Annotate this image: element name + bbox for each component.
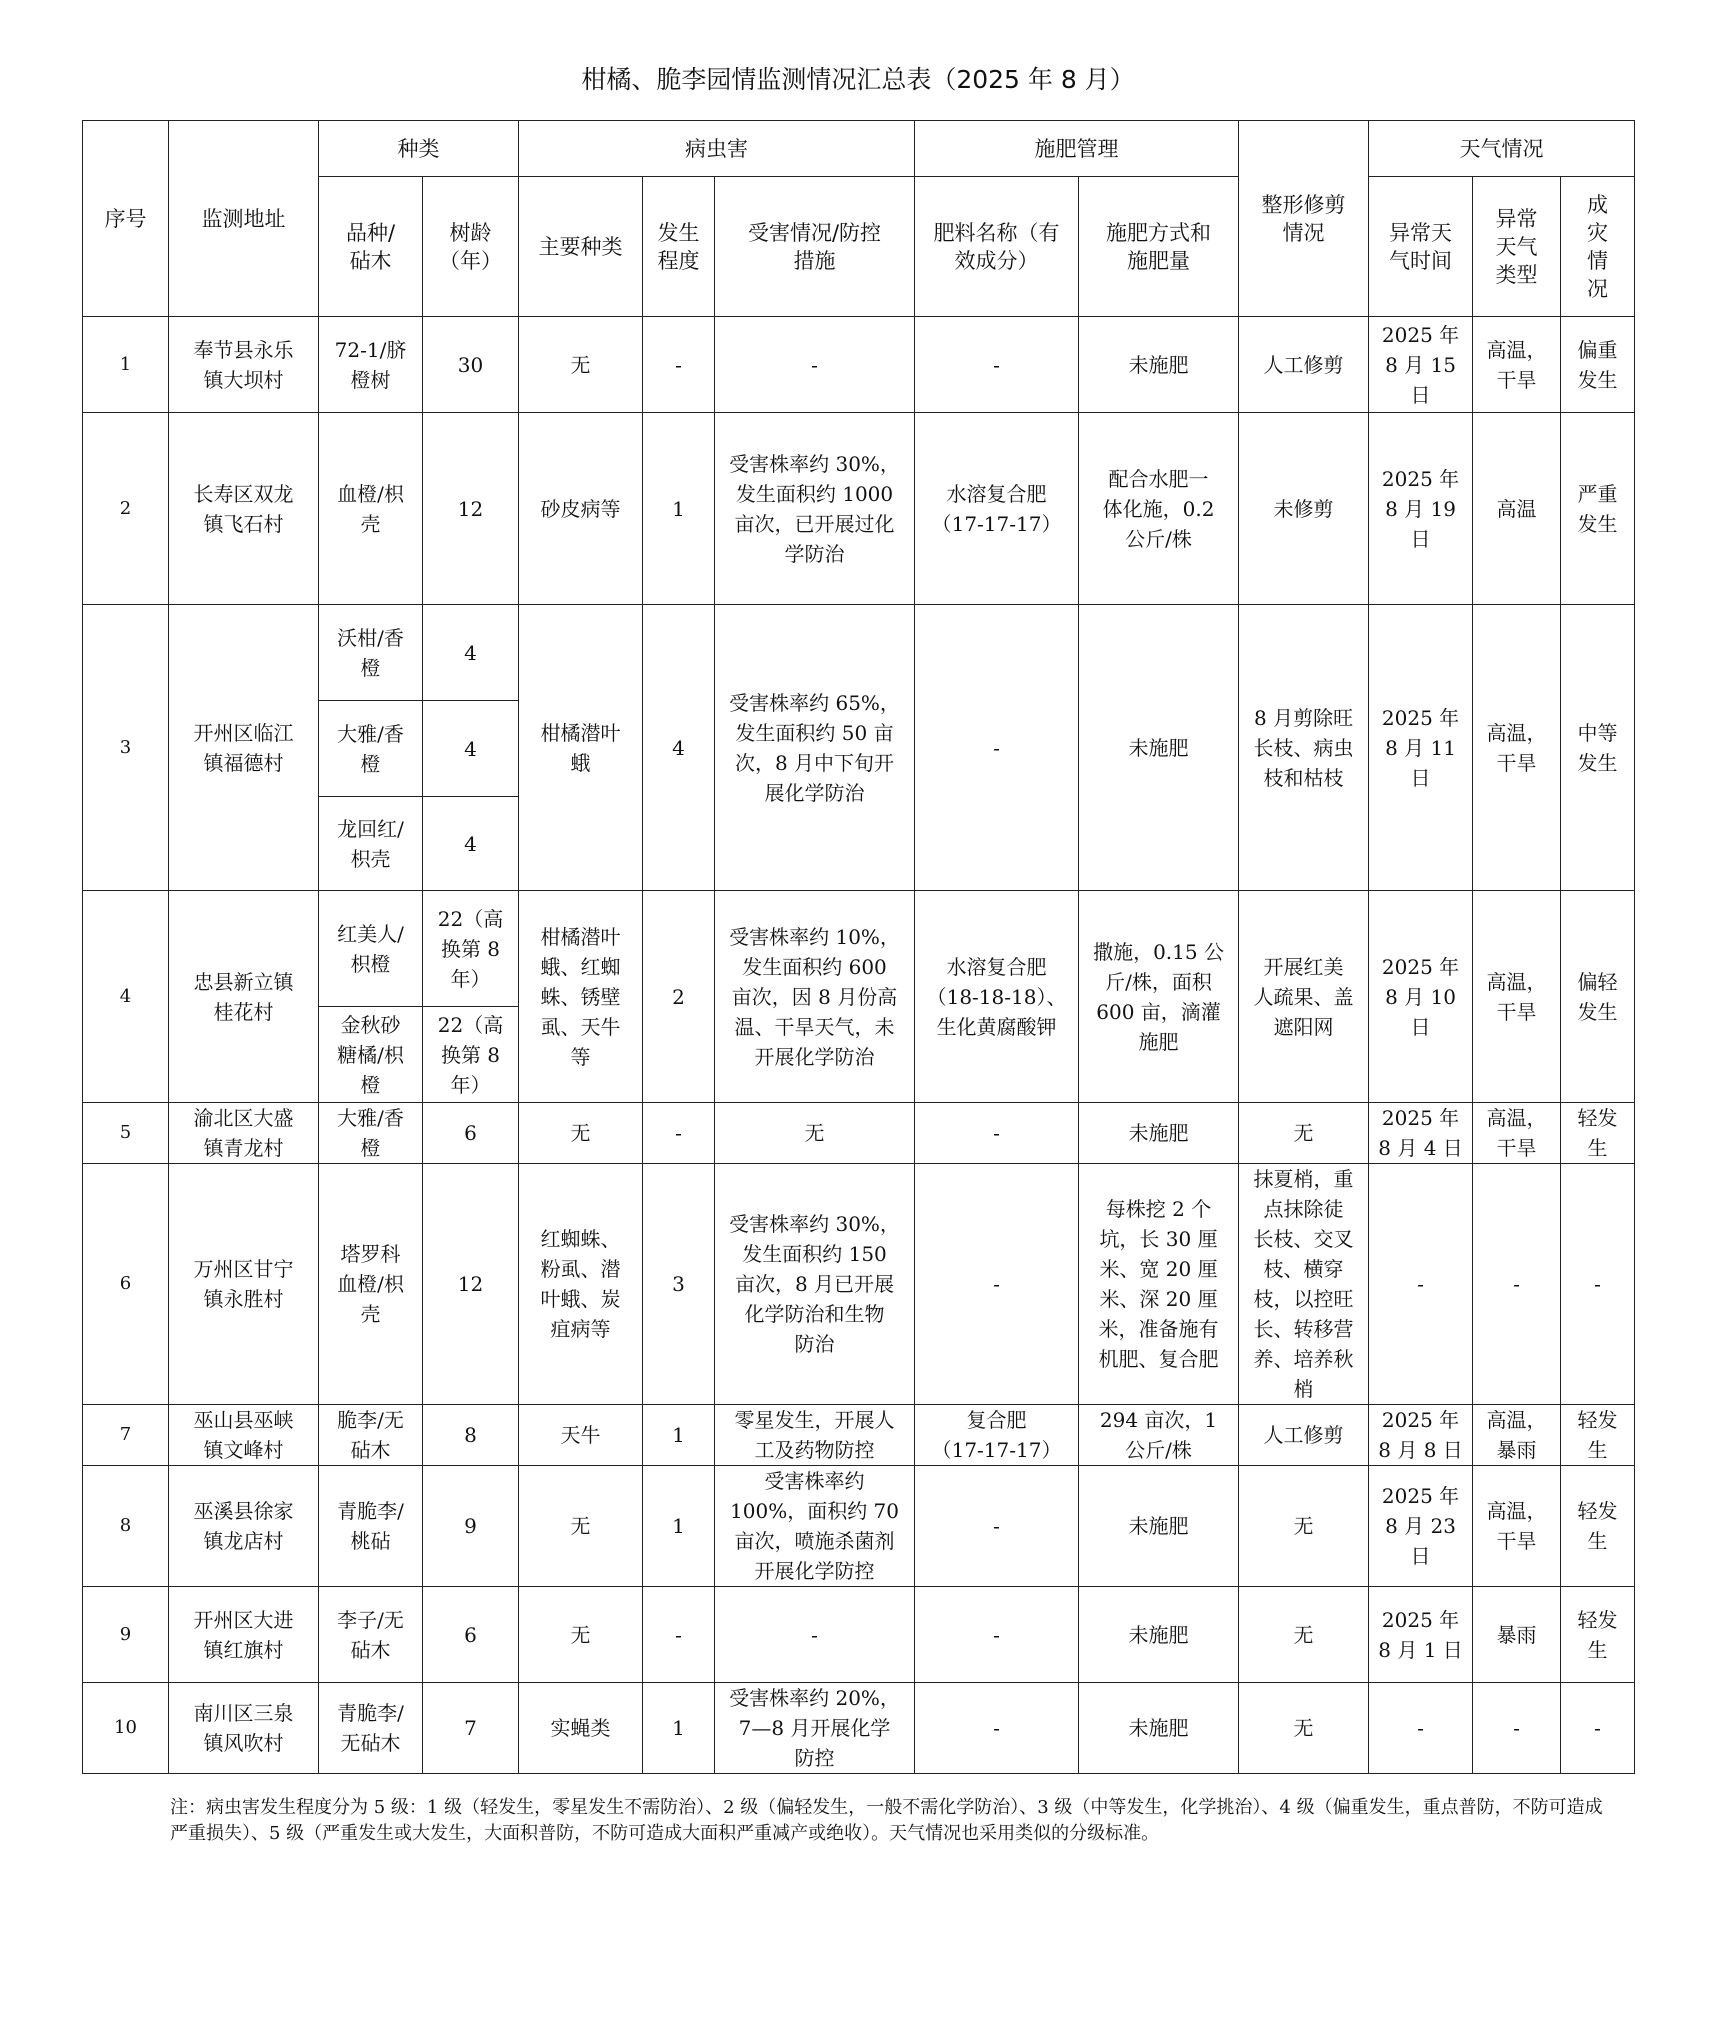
cell-variety: 沃柑/香 橙 [319,605,423,701]
cell-pruning: 无 [1239,1683,1369,1774]
header-degree: 发生 程度 [643,177,715,317]
cell-weather-type: 高温， 暴雨 [1473,1405,1561,1466]
cell-pest: 砂皮病等 [519,413,643,605]
header-pest-group: 病虫害 [519,121,915,177]
cell-weather-type: 高温， 干旱 [1473,317,1561,413]
cell-age: 8 [423,1405,519,1466]
cell-seq: 7 [83,1405,169,1466]
cell-variety: 红美人/ 枳橙 [319,891,423,1007]
cell-weather-type: - [1473,1164,1561,1405]
header-pruning: 整形修剪 情况 [1239,121,1369,317]
cell-variety: 青脆李/ 无砧木 [319,1683,423,1774]
header-seq: 序号 [83,121,169,317]
cell-variety: 塔罗科 血橙/枳 壳 [319,1164,423,1405]
cell-pruning: 人工修剪 [1239,1405,1369,1466]
cell-damage: 受害株率约 20%， 7—8 月开展化学 防控 [715,1683,915,1774]
cell-fert-name: 水溶复合肥 （17-17-17） [915,413,1079,605]
cell-weather-time: 2025 年 8 月 8 日 [1369,1405,1473,1466]
cell-age: 22（高 换第 8 年） [423,891,519,1007]
header-disaster: 成 灾 情 况 [1561,177,1635,317]
cell-fert-method: 撒施，0.15 公 斤/株，面积 600 亩，滴灌 施肥 [1079,891,1239,1103]
cell-age: 4 [423,605,519,701]
cell-address: 南川区三泉 镇风吹村 [169,1683,319,1774]
cell-weather-type: 暴雨 [1473,1587,1561,1683]
cell-degree: 1 [643,1466,715,1587]
cell-pruning: 无 [1239,1466,1369,1587]
cell-pruning: 无 [1239,1587,1369,1683]
cell-pest: 红蜘蛛、 粉虱、潜 叶蛾、炭 疽病等 [519,1164,643,1405]
cell-fert-name: - [915,1164,1079,1405]
cell-weather-time: - [1369,1164,1473,1405]
cell-pest: 无 [519,1587,643,1683]
cell-seq: 2 [83,413,169,605]
cell-variety: 大雅/香 橙 [319,1103,423,1164]
cell-address: 奉节县永乐 镇大坝村 [169,317,319,413]
cell-pruning: 无 [1239,1103,1369,1164]
cell-seq: 1 [83,317,169,413]
cell-weather-time: 2025 年 8 月 10 日 [1369,891,1473,1103]
table-row [83,1405,1635,1466]
cell-damage: 受害株率约 100%，面积约 70 亩次，喷施杀菌剂 开展化学防控 [715,1466,915,1587]
cell-variety: 血橙/枳 壳 [319,413,423,605]
cell-fert-method: 未施肥 [1079,1466,1239,1587]
cell-weather-time: 2025 年 8 月 4 日 [1369,1103,1473,1164]
cell-pruning: 未修剪 [1239,413,1369,605]
table-row [83,1466,1635,1587]
cell-fert-method: 未施肥 [1079,605,1239,891]
cell-variety: 金秋砂 糖橘/枳 橙 [319,1007,423,1103]
cell-degree: 1 [643,1405,715,1466]
header-pest-type: 主要种类 [519,177,643,317]
cell-disaster: 严重 发生 [1561,413,1635,605]
cell-weather-time: 2025 年 8 月 23 日 [1369,1466,1473,1587]
cell-disaster: 轻发 生 [1561,1466,1635,1587]
cell-degree: 1 [643,1683,715,1774]
cell-pest: 实蝇类 [519,1683,643,1774]
cell-variety: 青脆李/ 桃砧 [319,1466,423,1587]
cell-address: 开州区临江 镇福德村 [169,605,319,891]
cell-disaster: - [1561,1683,1635,1774]
cell-pest: 天牛 [519,1405,643,1466]
cell-degree: - [643,1103,715,1164]
cell-damage: - [715,1587,915,1683]
cell-weather-type: - [1473,1683,1561,1774]
cell-damage: 无 [715,1103,915,1164]
cell-weather-type: 高温 [1473,413,1561,605]
cell-weather-time: 2025 年 8 月 11 日 [1369,605,1473,891]
table-row [83,605,1635,701]
cell-fert-name: - [915,1683,1079,1774]
cell-seq: 6 [83,1164,169,1405]
cell-fert-name: - [915,317,1079,413]
cell-pruning: 开展红美 人疏果、盖 遮阳网 [1239,891,1369,1103]
cell-disaster: 偏轻 发生 [1561,891,1635,1103]
header-weather-group: 天气情况 [1369,121,1635,177]
cell-damage: 受害株率约 65%， 发生面积约 50 亩 次，8 月中下旬开 展化学防治 [715,605,915,891]
cell-weather-type: 高温， 干旱 [1473,1466,1561,1587]
header-address: 监测地址 [169,121,319,317]
cell-damage: - [715,317,915,413]
header-weather-type: 异常 天气 类型 [1473,177,1561,317]
cell-pruning: 人工修剪 [1239,317,1369,413]
cell-age: 12 [423,1164,519,1405]
cell-pest: 无 [519,1466,643,1587]
cell-seq: 5 [83,1103,169,1164]
cell-weather-type: 高温， 干旱 [1473,605,1561,891]
cell-degree: 3 [643,1164,715,1405]
cell-fert-method: 未施肥 [1079,1103,1239,1164]
cell-fert-method: 未施肥 [1079,1587,1239,1683]
cell-damage: 受害株率约 30%， 发生面积约 150 亩次，8 月已开展 化学防治和生物 防治 [715,1164,915,1405]
cell-weather-time: - [1369,1683,1473,1774]
cell-age: 22（高 换第 8 年） [423,1007,519,1103]
cell-disaster: 偏重 发生 [1561,317,1635,413]
cell-weather-time: 2025 年 8 月 1 日 [1369,1587,1473,1683]
monitoring-table [82,120,1635,1774]
cell-seq: 4 [83,891,169,1103]
table-row [83,1164,1635,1405]
cell-weather-time: 2025 年 8 月 15 日 [1369,317,1473,413]
cell-fert-name: - [915,605,1079,891]
cell-damage: 零星发生，开展人 工及药物防控 [715,1405,915,1466]
cell-degree: 4 [643,605,715,891]
header-age: 树龄 （年） [423,177,519,317]
cell-fert-method: 每株挖 2 个 坑，长 30 厘 米、宽 20 厘 米、深 20 厘 米，准备施有 机肥、复合肥 [1079,1164,1239,1405]
cell-address: 开州区大进 镇红旗村 [169,1587,319,1683]
cell-weather-time: 2025 年 8 月 19 日 [1369,413,1473,605]
cell-seq: 3 [83,605,169,891]
cell-damage: 受害株率约 10%， 发生面积约 600 亩次，因 8 月份高 温、干旱天气，未 开展化学防治 [715,891,915,1103]
cell-degree: 2 [643,891,715,1103]
cell-fert-method: 294 亩次，1 公斤/株 [1079,1405,1239,1466]
cell-age: 12 [423,413,519,605]
cell-address: 长寿区双龙 镇飞石村 [169,413,319,605]
header-weather-time: 异常天 气时间 [1369,177,1473,317]
header-fert-method: 施肥方式和 施肥量 [1079,177,1239,317]
cell-fert-name: - [915,1103,1079,1164]
table-row [83,317,1635,413]
table-row [83,1103,1635,1164]
cell-pruning: 8 月剪除旺 长枝、病虫 枝和枯枝 [1239,605,1369,891]
header-species-group: 种类 [319,121,519,177]
cell-seq: 9 [83,1587,169,1683]
cell-fert-name: - [915,1466,1079,1587]
cell-weather-type: 高温， 干旱 [1473,1103,1561,1164]
cell-disaster: 轻发 生 [1561,1587,1635,1683]
cell-fert-method: 配合水肥一 体化施，0.2 公斤/株 [1079,413,1239,605]
cell-age: 6 [423,1587,519,1683]
cell-pest: 无 [519,317,643,413]
cell-age: 9 [423,1466,519,1587]
cell-disaster: 轻发 生 [1561,1103,1635,1164]
cell-variety: 72-1/脐 橙树 [319,317,423,413]
cell-pest: 无 [519,1103,643,1164]
header-fert-name: 肥料名称（有 效成分） [915,177,1079,317]
cell-variety: 脆李/无 砧木 [319,1405,423,1466]
cell-damage: 受害株率约 30%， 发生面积约 1000 亩次，已开展过化 学防治 [715,413,915,605]
cell-degree: 1 [643,413,715,605]
cell-address: 万州区甘宁 镇永胜村 [169,1164,319,1405]
cell-age: 7 [423,1683,519,1774]
cell-variety: 大雅/香 橙 [319,701,423,797]
header-damage: 受害情况/防控 措施 [715,177,915,317]
cell-fert-method: 未施肥 [1079,317,1239,413]
footnote: 注：病虫害发生程度分为 5 级：1 级（轻发生，零星发生不需防治）、2 级（偏轻发生，一般不需化学防治）、3 级（中等发生，化学挑治）、4 级（偏重发生，重点普防，不防可造成严重损失）、5 级（严重发生或大发生，大面积普防，不防可造成大面积严重减产或绝收）。天气情况也采用类似的分级标准。 [170,1797,1603,1844]
cell-disaster: 中等 发生 [1561,605,1635,891]
cell-fert-name: 复合肥 （17-17-17） [915,1405,1079,1466]
cell-fert-method: 未施肥 [1079,1683,1239,1774]
page-title: 柑橘、脆李园情监测情况汇总表（2025 年 8 月） [581,65,1135,94]
table-row [83,1683,1635,1774]
cell-seq: 10 [83,1683,169,1774]
cell-seq: 8 [83,1466,169,1587]
cell-age: 6 [423,1103,519,1164]
cell-disaster: - [1561,1164,1635,1405]
cell-fert-name: - [915,1587,1079,1683]
cell-degree: - [643,1587,715,1683]
cell-pest: 柑橘潜叶 蛾、红蜘 蛛、锈壁 虱、天牛 等 [519,891,643,1103]
table-row [83,413,1635,605]
header-fert-group: 施肥管理 [915,121,1239,177]
cell-pruning: 抹夏梢，重 点抹除徒 长枝、交叉 枝、横穿 枝，以控旺 长、转移营 养、培养秋 梢 [1239,1164,1369,1405]
cell-variety: 龙回红/ 枳壳 [319,797,423,891]
cell-address: 巫山县巫峡 镇文峰村 [169,1405,319,1466]
cell-address: 渝北区大盛 镇青龙村 [169,1103,319,1164]
cell-weather-type: 高温， 干旱 [1473,891,1561,1103]
cell-age: 4 [423,701,519,797]
header-variety: 品种/ 砧木 [319,177,423,317]
cell-degree: - [643,317,715,413]
table-row [83,891,1635,1007]
cell-fert-name: 水溶复合肥 （18-18-18）、 生化黄腐酸钾 [915,891,1079,1103]
cell-age: 30 [423,317,519,413]
cell-variety: 李子/无 砧木 [319,1587,423,1683]
cell-pest: 柑橘潜叶 蛾 [519,605,643,891]
cell-address: 巫溪县徐家 镇龙店村 [169,1466,319,1587]
cell-disaster: 轻发 生 [1561,1405,1635,1466]
cell-age: 4 [423,797,519,891]
table-row [83,1587,1635,1683]
cell-address: 忠县新立镇 桂花村 [169,891,319,1103]
